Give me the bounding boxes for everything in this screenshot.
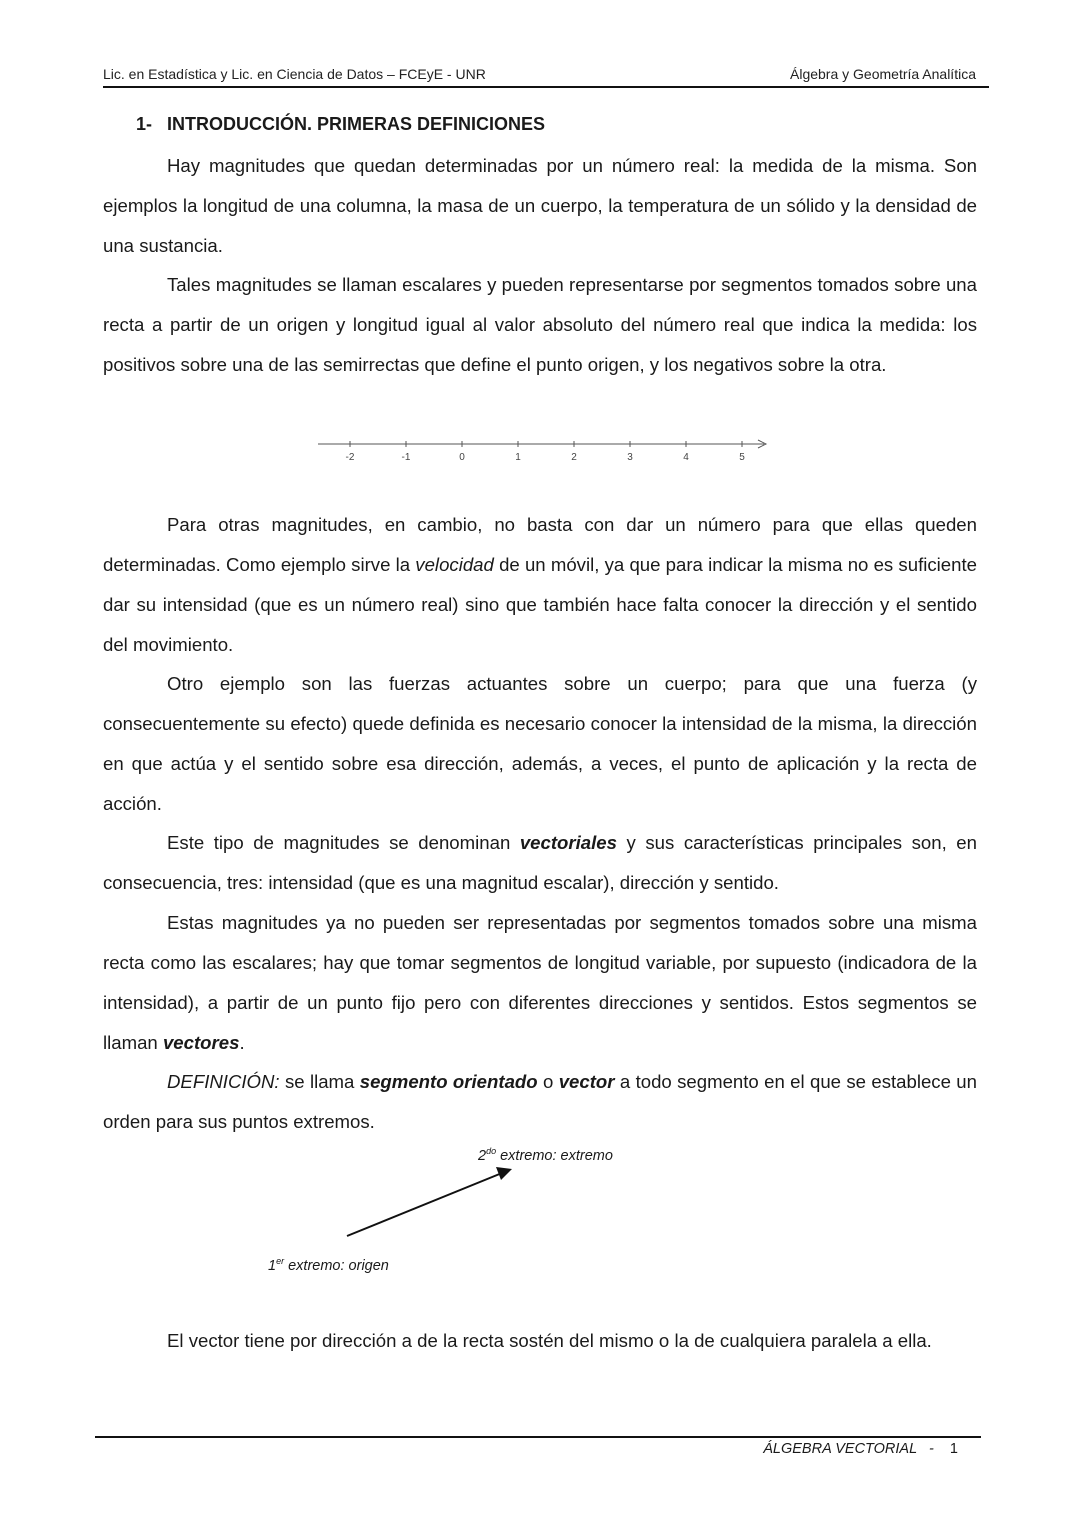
footer-sep: - (928, 1441, 934, 1457)
header-subject: Álgebra y Geometría Analítica (790, 66, 976, 82)
number-line-figure (318, 436, 778, 466)
paragraph-8: El vector tiene por dirección a de la recta sostén del mismo o la de cualquiera paralela a ella. (167, 1330, 932, 1351)
number-line-tick-label: -1 (401, 452, 411, 463)
emphasis-vectores: vectores (162, 1032, 240, 1053)
section-heading (136, 114, 545, 135)
section-number: 1- (136, 114, 153, 134)
vector-end-label: $2^{do}$ extremo: extremo (478, 1146, 613, 1164)
paragraph-4: Otro ejemplo son las fuerzas actuantes sobre un cuerpo; para que una fuerza (y consecuentemente su efecto) quede definida es necesario conocer la intensidad de la misma, la dirección en que actúa y el sentido sobre esa dirección, además, a veces, el punto de aplicación y la recta de acción. (103, 673, 977, 814)
number-line-tick-label: 5 (739, 452, 745, 463)
paragraph-6: Estas magnitudes ya no pueden ser representadas por segmentos tomados sobre una misma recta como las escalares; hay que tomar segmentos de longitud variable, por supuesto (indicadora de la intensidad), a partir de un punto fijo pero con diferentes direcciones y sentidos. Estos segmentos se llaman vectores. (103, 912, 977, 1053)
emphasis-vectoriales: vectoriales (519, 832, 617, 853)
vector-arrow-figure (250, 1145, 550, 1245)
emphasis-vector: vector (558, 1071, 615, 1092)
number-line-tick-label: 3 (627, 452, 633, 463)
paragraph-1: Hay magnitudes que quedan determinadas por un número real: la medida de la misma. Son ejemplos la longitud de una columna, la masa de un cuerpo, la temperatura de un sólido y la densidad de una sustancia. (103, 155, 977, 256)
vector-start-label: 1er extremo: origen (268, 1256, 389, 1274)
number-line-tick-label: 2 (571, 452, 577, 463)
number-line-tick-label: 4 (683, 452, 689, 463)
section-title: INTRODUCCIÓN. PRIMERAS DEFINICIONES (167, 114, 546, 134)
definition-label: DEFINICIÓN: (167, 1071, 280, 1092)
emphasis-velocidad: velocidad (415, 554, 494, 575)
number-line-tick-label: 0 (459, 452, 465, 463)
page-number: 1 (949, 1441, 958, 1457)
emphasis-segmento-orientado: segmento orientado (359, 1071, 538, 1092)
footer (763, 1441, 958, 1457)
definition-paragraph: DEFINICIÓN: se llama segmento orientado o vector a todo segmento en el que se establece un orden para sus puntos extremos. (103, 1071, 977, 1132)
footer-rule (95, 1436, 981, 1438)
header-rule (103, 86, 989, 88)
number-line-tick-label: -2 (345, 452, 355, 463)
footer-label: ÁLGEBRA VECTORIAL (763, 1441, 917, 1457)
paragraph-3: Para otras magnitudes, en cambio, no basta con dar un número para que ellas queden determinadas. Como ejemplo sirve la velocidad de un móvil, ya que para indicar la misma no es suficiente dar su intensidad (que es un número real) sino que también hace falta conocer la dirección y el sentido del movimiento. (103, 514, 977, 655)
number-line-tick-label: 1 (515, 452, 521, 463)
paragraph-5: Este tipo de magnitudes se denominan vectoriales y sus características principales son, en consecuencia, tres: intensidad (que es una magnitud escalar), dirección y sentido. (103, 832, 977, 893)
paragraph-2: Tales magnitudes se llaman escalares y pueden representarse por segmentos tomados sobre una recta a partir de un origen y longitud igual al valor absoluto del número real que indica la medida: los positivos sobre una de las semirrectas que define el punto origen, y los negativos sobre la otra. (103, 274, 977, 375)
header-course: Lic. en Estadística y Lic. en Ciencia de Datos – FCEyE - UNR (103, 66, 486, 82)
